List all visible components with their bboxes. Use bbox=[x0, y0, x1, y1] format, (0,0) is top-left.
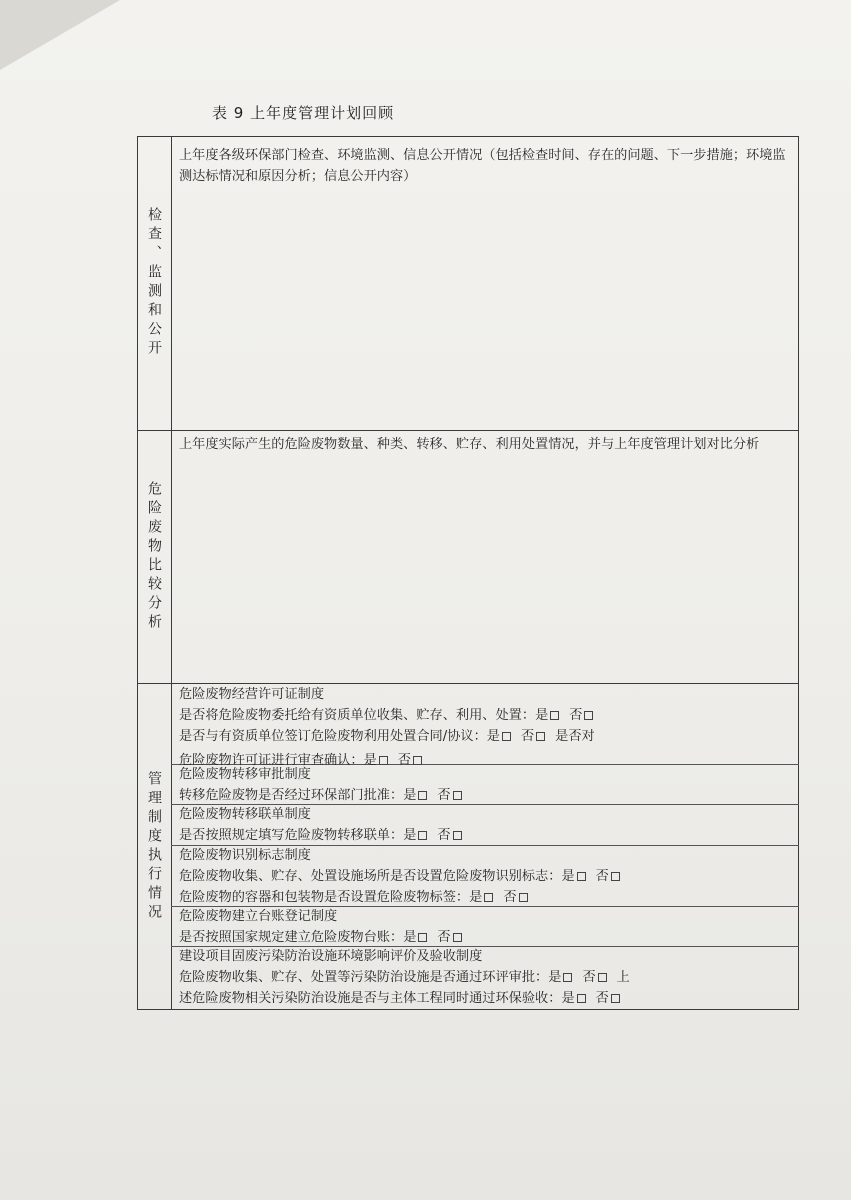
eia-block bbox=[179, 946, 791, 1009]
marking-block bbox=[179, 845, 791, 908]
no-label: 否 bbox=[569, 708, 583, 723]
marking-question-1 bbox=[179, 866, 791, 887]
approval-heading: 危险废物转移审批制度 bbox=[179, 767, 311, 782]
ledger-block bbox=[179, 906, 791, 948]
section-label-text: 检查、监测和公开 bbox=[146, 207, 162, 359]
yes-label: 是 bbox=[469, 890, 483, 905]
no-checkbox[interactable] bbox=[598, 973, 607, 982]
question-text: 危险废物许可证进行审查确认： bbox=[179, 753, 364, 768]
approval-question-1 bbox=[179, 785, 791, 806]
table-title: 表 9 上年度管理计划回顾 bbox=[212, 104, 395, 122]
yes-checkbox[interactable] bbox=[550, 711, 559, 720]
inspection-description: 上年度各级环保部门检查、环境监测、信息公开情况（包括检查时间、存在的问题、下一步措施；环境监测达标情况和原因分析；信息公开内容） bbox=[179, 148, 786, 184]
manifest-question-1 bbox=[179, 825, 791, 846]
no-checkbox[interactable] bbox=[536, 732, 545, 741]
marking-heading: 危险废物识别标志制度 bbox=[179, 848, 311, 863]
no-label: 否 bbox=[582, 970, 596, 985]
section-label-management bbox=[137, 683, 171, 1010]
no-checkbox[interactable] bbox=[453, 791, 462, 800]
yes-label: 是 bbox=[561, 869, 575, 884]
yes-label: 是 bbox=[403, 828, 417, 843]
yes-label: 是 bbox=[403, 930, 417, 945]
yes-label: 是 bbox=[403, 788, 417, 803]
question-text: 是否对 bbox=[555, 729, 595, 744]
manifest-block bbox=[179, 804, 791, 846]
no-checkbox[interactable] bbox=[453, 933, 462, 942]
page-corner-shadow bbox=[0, 0, 120, 70]
waste-description: 上年度实际产生的危险废物数量、种类、转移、贮存、利用处置情况，并与上年度管理计划对比分析 bbox=[179, 437, 760, 452]
eia-question-2 bbox=[179, 988, 791, 1009]
question-text: 是否按照规定填写危险废物转移联单： bbox=[179, 828, 404, 843]
yes-label: 是 bbox=[548, 970, 562, 985]
license-block bbox=[179, 684, 791, 771]
yes-label: 是 bbox=[535, 708, 549, 723]
ledger-question-1 bbox=[179, 927, 791, 948]
section-cell-waste bbox=[179, 434, 791, 455]
yes-checkbox[interactable] bbox=[502, 732, 511, 741]
no-label: 否 bbox=[503, 890, 517, 905]
yes-checkbox[interactable] bbox=[418, 933, 427, 942]
section-label-text: 危险废物比较分析 bbox=[146, 480, 162, 633]
no-checkbox[interactable] bbox=[519, 893, 528, 902]
yes-label: 是 bbox=[561, 991, 575, 1006]
no-label: 否 bbox=[437, 930, 451, 945]
section-divider bbox=[137, 430, 799, 431]
manifest-heading: 危险废物转移联单制度 bbox=[179, 807, 311, 822]
yes-label: 是 bbox=[363, 753, 377, 768]
question-text: 是否与有资质单位签订危险废物利用处置合同/协议： bbox=[179, 729, 487, 744]
ledger-heading: 危险废物建立台账登记制度 bbox=[179, 909, 338, 924]
no-checkbox[interactable] bbox=[611, 994, 620, 1003]
no-checkbox[interactable] bbox=[584, 711, 593, 720]
no-checkbox[interactable] bbox=[611, 872, 620, 881]
license-heading: 危险废物经营许可证制度 bbox=[179, 687, 325, 702]
yes-checkbox[interactable] bbox=[577, 994, 586, 1003]
no-label: 否 bbox=[437, 828, 451, 843]
yes-checkbox[interactable] bbox=[418, 831, 427, 840]
no-label: 否 bbox=[437, 788, 451, 803]
section-label-waste bbox=[137, 430, 171, 683]
license-question-1 bbox=[179, 705, 791, 726]
license-question-2 bbox=[179, 726, 791, 747]
question-text: 是否将危险废物委托给有资质单位收集、贮存、利用、处置： bbox=[179, 708, 536, 723]
label-column-divider bbox=[171, 136, 172, 1010]
question-text: 转移危险废物是否经过环保部门批准： bbox=[179, 788, 404, 803]
section-label-inspection bbox=[137, 136, 171, 430]
question-text: 上 bbox=[616, 970, 630, 985]
yes-checkbox[interactable] bbox=[563, 973, 572, 982]
eia-question-1 bbox=[179, 967, 791, 988]
yes-checkbox[interactable] bbox=[418, 791, 427, 800]
section-cell-inspection bbox=[179, 145, 791, 187]
question-text: 危险废物收集、贮存、处置设施场所是否设置危险废物识别标志： bbox=[179, 869, 562, 884]
no-label: 否 bbox=[397, 753, 411, 768]
section-label-text: 管理制度执行情况 bbox=[146, 770, 162, 923]
no-label: 否 bbox=[520, 729, 535, 744]
no-label: 否 bbox=[595, 869, 609, 884]
question-text: 述危险废物相关污染防治设施是否与主体工程同时通过环保验收： bbox=[179, 991, 562, 1006]
marking-question-2 bbox=[179, 887, 791, 908]
no-checkbox[interactable] bbox=[453, 831, 462, 840]
question-text: 危险废物收集、贮存、处置等污染防治设施是否通过环评审批： bbox=[179, 970, 549, 985]
yes-checkbox[interactable] bbox=[577, 872, 586, 881]
yes-label: 是 bbox=[486, 729, 500, 744]
question-text: 是否按照国家规定建立危险废物台账： bbox=[179, 930, 404, 945]
eia-heading: 建设项目固废污染防治设施环境影响评价及验收制度 bbox=[179, 949, 483, 964]
approval-block bbox=[179, 764, 791, 806]
question-text: 危险废物的容器和包装物是否设置危险废物标签： bbox=[179, 890, 470, 905]
yes-checkbox[interactable] bbox=[484, 893, 493, 902]
no-label: 否 bbox=[595, 991, 609, 1006]
